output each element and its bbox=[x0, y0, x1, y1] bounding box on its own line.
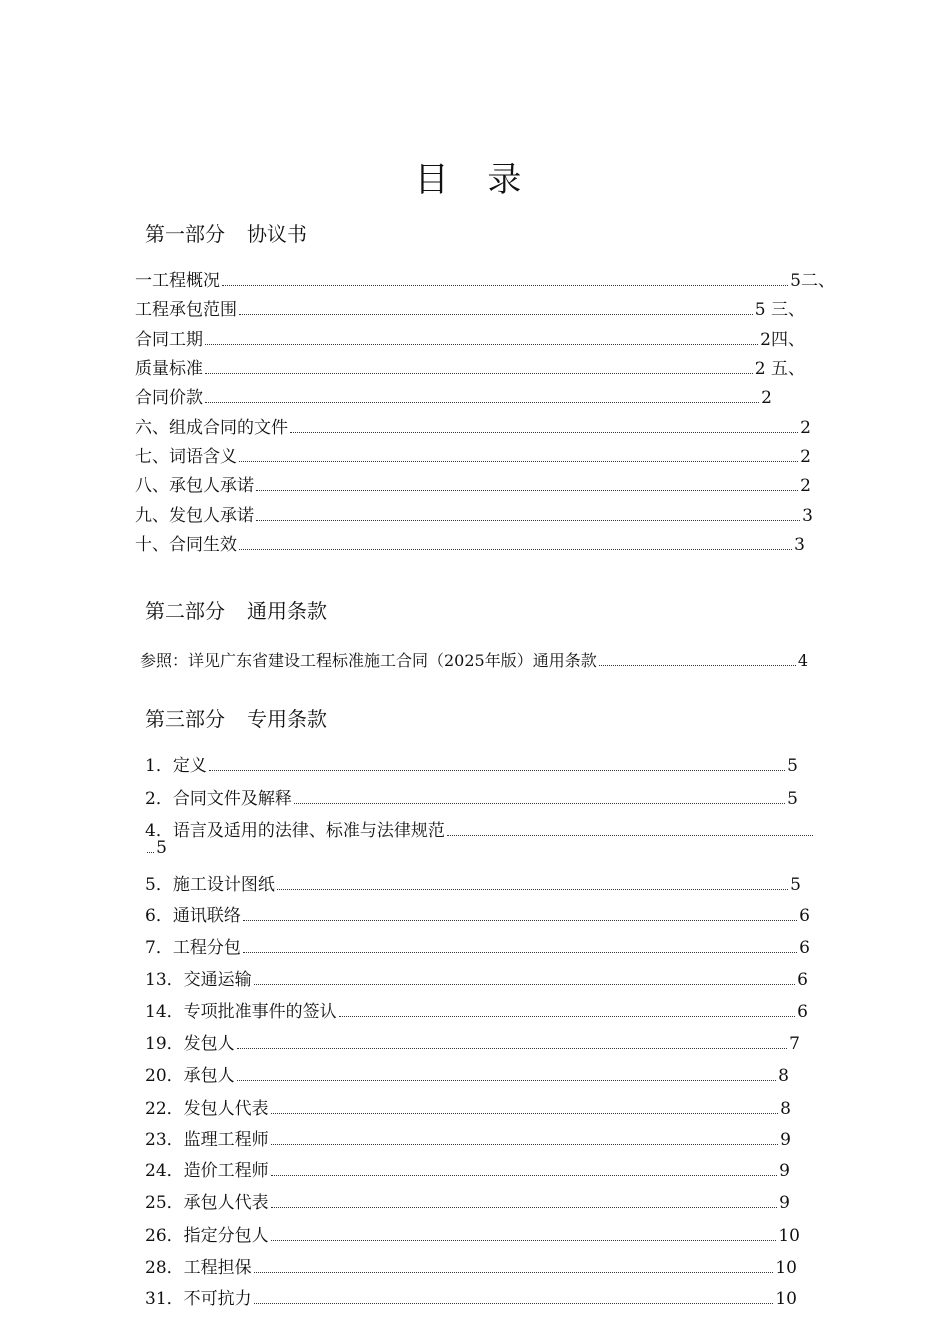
part2-heading-name: 通用条款 bbox=[247, 599, 327, 623]
toc-entry-p2-0[interactable] bbox=[140, 648, 808, 671]
leader-dots bbox=[243, 951, 797, 953]
toc-entry-page: 7 bbox=[789, 1034, 800, 1054]
toc-entry-p3-1[interactable] bbox=[145, 784, 798, 809]
leader-dots bbox=[271, 1174, 778, 1176]
toc-entry-page: 9 bbox=[779, 1193, 790, 1213]
leader-dots bbox=[239, 460, 798, 462]
toc-entry-label: 六、组成合同的文件 bbox=[135, 418, 288, 438]
part1-heading-number: 第一部分 bbox=[145, 222, 225, 246]
toc-entry-page: 3 bbox=[802, 506, 813, 526]
toc-entry-label: 合同价款 bbox=[135, 388, 203, 408]
leader-dots bbox=[271, 1206, 778, 1208]
leader-dots bbox=[222, 284, 788, 286]
leader-dots bbox=[599, 664, 796, 666]
toc-entry-page: 4 bbox=[797, 651, 808, 670]
toc-entry-page: 5 bbox=[790, 875, 801, 895]
part2-heading-number: 第二部分 bbox=[145, 599, 225, 623]
toc-entry-page: 5 三、 bbox=[754, 300, 805, 320]
leader-dots bbox=[237, 1079, 777, 1081]
toc-entry-page: 2四、 bbox=[760, 330, 805, 350]
toc-entry-label: 九、发包人承诺 bbox=[135, 506, 254, 526]
toc-entry-page: 2 bbox=[761, 388, 772, 408]
leader-dots bbox=[290, 431, 798, 433]
leader-dots bbox=[294, 802, 785, 804]
toc-entry-label: 参照：详见广东省建设工程标准施工合同（2025年版）通用条款 bbox=[140, 651, 597, 670]
toc-entry-label: 八、承包人承诺 bbox=[135, 476, 254, 496]
leader-dots bbox=[254, 1271, 774, 1273]
toc-entry-page: 2 bbox=[800, 476, 811, 496]
toc-entry-p3-16[interactable] bbox=[145, 1253, 797, 1278]
leader-dots bbox=[339, 1015, 796, 1017]
toc-entry-p1-5[interactable] bbox=[135, 413, 811, 438]
toc-entry-page: 5二、 bbox=[790, 271, 835, 291]
part3-heading-name: 专用条款 bbox=[247, 707, 327, 731]
toc-entry-p3-15[interactable] bbox=[145, 1221, 800, 1246]
toc-entry-page: 5 bbox=[787, 756, 798, 776]
toc-entry-page: 9 bbox=[780, 1130, 791, 1150]
part1-heading-name: 协议书 bbox=[247, 222, 307, 246]
toc-entry-p3-5[interactable] bbox=[145, 901, 810, 926]
toc-entry-page: 10 bbox=[775, 1258, 797, 1278]
toc-entry-p1-8[interactable] bbox=[135, 501, 813, 526]
toc-entry-p3-0[interactable] bbox=[145, 751, 798, 776]
toc-entry-page: 8 bbox=[780, 1099, 791, 1119]
toc-entry-label: 4．语言及适用的法律、标准与法律规范 bbox=[145, 821, 445, 841]
leader-dots bbox=[256, 489, 798, 491]
toc-entry-label: 23．监理工程师 bbox=[145, 1130, 269, 1150]
toc-entry-page: 2 bbox=[800, 418, 811, 438]
toc-entry-page: 3 bbox=[794, 535, 805, 555]
toc-entry-p3-11[interactable] bbox=[145, 1094, 791, 1119]
toc-entry-label: 7．工程分包 bbox=[145, 938, 241, 958]
toc-entry-label: 24．造价工程师 bbox=[145, 1161, 269, 1181]
toc-entry-p3-8[interactable] bbox=[145, 997, 808, 1022]
toc-entry-label: 质量标准 bbox=[135, 359, 203, 379]
leader-dots bbox=[147, 851, 154, 853]
toc-entry-label: 26．指定分包人 bbox=[145, 1226, 269, 1246]
toc-entry-p3-17[interactable] bbox=[145, 1284, 797, 1309]
toc-entry-page: 10 bbox=[775, 1289, 797, 1309]
part2-heading bbox=[145, 595, 327, 624]
toc-entry-label: 2．合同文件及解释 bbox=[145, 789, 292, 809]
toc-entry-page: 2 bbox=[800, 447, 811, 467]
toc-entry-label: 合同工期 bbox=[135, 330, 203, 350]
toc-title: 目 录 bbox=[414, 160, 536, 200]
toc-entry-p3-9[interactable] bbox=[145, 1029, 800, 1054]
leader-dots bbox=[239, 313, 753, 315]
toc-entry-page: 6 bbox=[799, 938, 810, 958]
part1-heading bbox=[145, 218, 307, 247]
part3-heading-number: 第三部分 bbox=[145, 707, 225, 731]
leader-dots bbox=[239, 548, 792, 550]
leader-dots bbox=[271, 1239, 777, 1241]
leader-dots bbox=[243, 919, 797, 921]
toc-entry-p1-9[interactable] bbox=[135, 530, 805, 555]
toc-entry-label: 22．发包人代表 bbox=[145, 1099, 269, 1119]
toc-entry-page: 5 bbox=[787, 789, 798, 809]
leader-dots bbox=[254, 1302, 774, 1304]
toc-entry-label: 5．施工设计图纸 bbox=[145, 875, 275, 895]
toc-entry-page: 5 bbox=[156, 838, 167, 858]
toc-entry-p1-2[interactable] bbox=[135, 325, 805, 350]
toc-entry-p1-7[interactable] bbox=[135, 471, 811, 496]
leader-dots bbox=[254, 983, 796, 985]
toc-entry-p1-0[interactable] bbox=[135, 266, 835, 291]
toc-entry-label: 14．专项批准事件的签认 bbox=[145, 1002, 337, 1022]
toc-entry-page: 10 bbox=[778, 1226, 800, 1246]
toc-entry-p3-13[interactable] bbox=[145, 1156, 790, 1181]
toc-entry-p3-6[interactable] bbox=[145, 933, 810, 958]
toc-entry-label: 28．工程担保 bbox=[145, 1258, 252, 1278]
toc-entry-label: 6．通讯联络 bbox=[145, 906, 241, 926]
toc-entry-label: 1．定义 bbox=[145, 756, 207, 776]
toc-entry-page: 8 bbox=[778, 1066, 789, 1086]
leader-dots bbox=[205, 372, 753, 374]
toc-entry-label: 工程承包范围 bbox=[135, 300, 237, 320]
toc-entry-label: 20．承包人 bbox=[145, 1066, 235, 1086]
leader-dots bbox=[271, 1112, 779, 1114]
toc-entry-p3-7[interactable] bbox=[145, 965, 808, 990]
toc-entry-label: 13．交通运输 bbox=[145, 970, 252, 990]
toc-entry-p1-6[interactable] bbox=[135, 442, 811, 467]
toc-entry-p1-3[interactable] bbox=[135, 354, 805, 379]
leader-dots bbox=[205, 401, 759, 403]
toc-entry-label: 十、合同生效 bbox=[135, 535, 237, 555]
toc-entry-label: 一工程概况 bbox=[135, 271, 220, 291]
toc-entry-p3-14[interactable] bbox=[145, 1188, 790, 1213]
toc-entry-p3-2[interactable] bbox=[145, 816, 815, 841]
toc-entry-page: 6 bbox=[799, 906, 810, 926]
leader-dots bbox=[277, 888, 788, 890]
leader-dots bbox=[237, 1047, 788, 1049]
leader-dots bbox=[256, 519, 800, 521]
part3-heading bbox=[145, 703, 327, 732]
toc-entry-label: 19．发包人 bbox=[145, 1034, 235, 1054]
toc-entry-page: 6 bbox=[797, 970, 808, 990]
toc-entry-page: 2 五、 bbox=[754, 359, 805, 379]
toc-entry-page: 6 bbox=[797, 1002, 808, 1022]
toc-entry-p1-1[interactable] bbox=[135, 295, 805, 320]
toc-entry-p3-2-cont[interactable] bbox=[145, 838, 167, 858]
leader-dots bbox=[205, 343, 758, 345]
toc-entry-p1-4[interactable] bbox=[135, 383, 772, 408]
toc-entry-p3-4[interactable] bbox=[145, 870, 801, 895]
toc-entry-p3-12[interactable] bbox=[145, 1125, 791, 1150]
toc-entry-label: 31．不可抗力 bbox=[145, 1289, 252, 1309]
leader-dots bbox=[271, 1143, 779, 1145]
toc-entry-page: 9 bbox=[779, 1161, 790, 1181]
leader-dots bbox=[209, 769, 785, 771]
toc-entry-label: 七、词语含义 bbox=[135, 447, 237, 467]
leader-dots bbox=[447, 834, 813, 836]
toc-entry-label: 25．承包人代表 bbox=[145, 1193, 269, 1213]
toc-entry-p3-10[interactable] bbox=[145, 1061, 789, 1086]
